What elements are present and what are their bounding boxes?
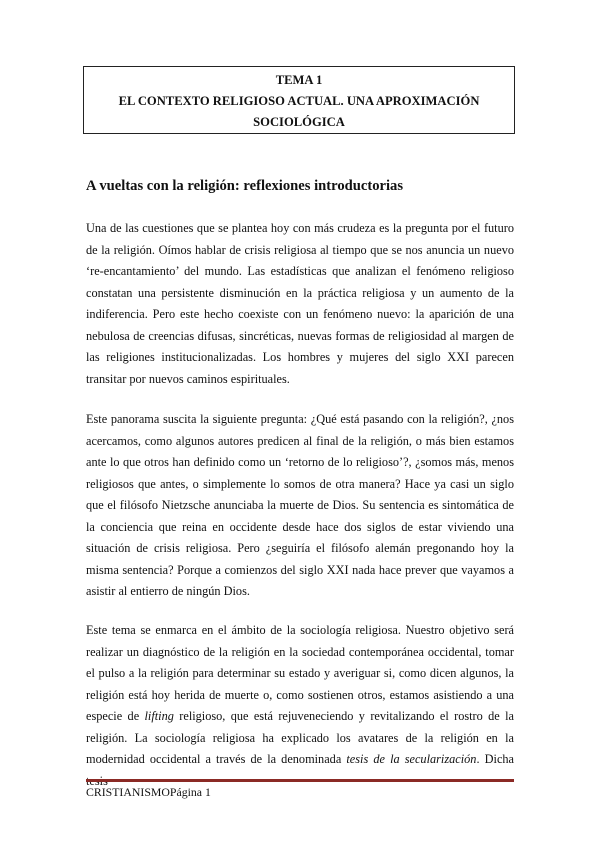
footer-divider <box>86 779 514 782</box>
chapter-title-line-2: SOCIOLÓGICA <box>253 115 345 129</box>
section-heading: A vueltas con la religión: reflexiones introductorias <box>86 178 403 194</box>
paragraph-3-italic-thesis: tesis de la secularización <box>346 752 477 766</box>
footer-page-label: CRISTIANISMOPágina 1 <box>86 785 211 799</box>
paragraph-2: Este panorama suscita la siguiente pregunta: ¿Qué está pasando con la religión?, ¿nos acercamos, como algunos autores predicen al final de la religión, o más bien estamos ante lo que otros han definido como un ‘retorno de lo religioso’?, ¿somos más, menos religiosos que antes, o simplemente lo somos de otra manera? Hace ya casi un siglo que el filósofo Nietzsche anunciaba la muerte de Dios. Su sentencia es sintomática de la conciencia que reina en occidente desde hace dos siglos de estar viviendo una situación de crisis religiosa. Pero ¿seguiría el filósofo alemán pregonando hoy la misma sentencia? Porque a comienzos del siglo XXI nada hace prever que vayamos a asistir al entierro de ningún Dios. <box>86 412 514 598</box>
paragraph-3-text-1: Este tema se enmarca en el ámbito de la sociología religiosa. Nuestro objetivo será realizar un diagnóstico de la religión en la sociedad contemporánea occidental, tomar el pulso a la religión para determinar su estado y averiguar si, como dicen algunos, la religión está hoy herida de muerte o, como sostienen otros, estamos asistiendo a una especie de <box>86 623 514 723</box>
paragraph-3 <box>86 620 514 792</box>
chapter-title-box <box>83 66 515 134</box>
chapter-title-line-1: EL CONTEXTO RELIGIOSO ACTUAL. UNA APROXIMACIÓN <box>118 94 480 108</box>
paragraph-1: Una de las cuestiones que se plantea hoy con más crudeza es la pregunta por el futuro de la religión. Oímos hablar de crisis religiosa al tiempo que se nos anuncia un nuevo ‘re-encantamiento’ del mundo. Las estadísticas que analizan el fenómeno religioso constatan una persistente disminución en la práctica religiosa y un aumento de la indiferencia. Pero este hecho coexiste con un fenómeno nuevo: la aparición de una nebulosa de creencias difusas, sincréticas, nuevas formas de religiosidad al margen de las religiones institucionalizadas. Los hombres y mujeres del siglo XXI parecen transitar por nuevos caminos espirituales. <box>86 221 514 386</box>
chapter-number: TEMA 1 <box>275 73 323 87</box>
paragraph-3-text-2: religioso, que está rejuveneciendo y revitalizando el rostro de la religión. La sociología religiosa ha explicado los avatares de la religión en la modernidad occidental a través de la denominada <box>86 709 514 766</box>
paragraph-3-italic-lifting: lifting <box>144 709 174 723</box>
paragraph-3-text-3: . Dicha <box>476 752 515 766</box>
